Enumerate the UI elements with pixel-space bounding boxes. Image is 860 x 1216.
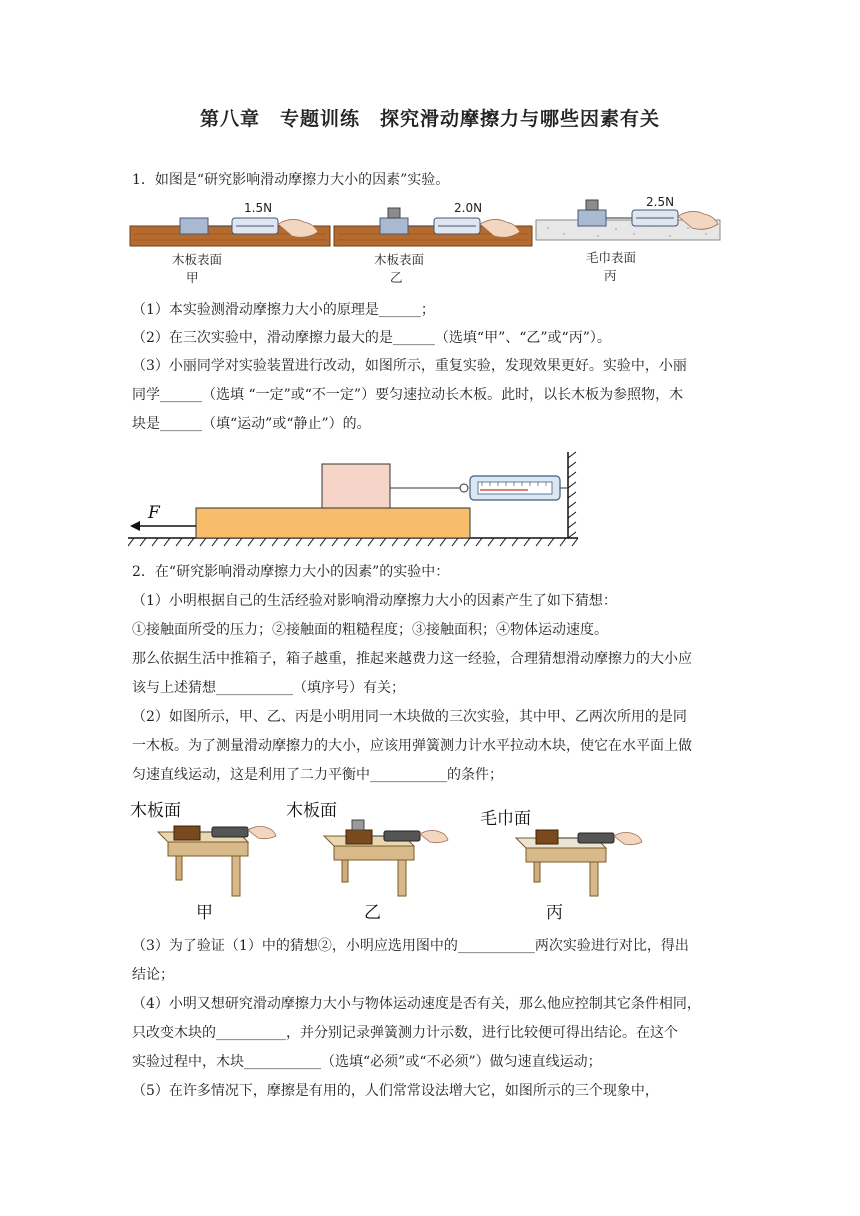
q2-label-jia: 甲 — [196, 903, 213, 923]
q2-part1-line3: 那么依据生活中推箱子，箱子越重，推起来越费力这一经验，合理猜想滑动摩擦力的大小应 — [132, 651, 692, 667]
q2-surface-yi: 木板面 — [286, 801, 337, 821]
q2-part1-line1: （1）小明根据自己的生活经验对影响滑动摩擦力大小的因素产生了如下猜想： — [132, 593, 617, 609]
q1-label-yi: 乙 — [390, 270, 403, 285]
page-title: 第八章 专题训练 探究滑动摩擦力与哪些因素有关 — [199, 108, 660, 130]
q1-part3-line2: 同学______（选填 “一定”或“不一定”）要匀速拉动长木板。此时，以长木板为参照物，木 — [132, 387, 684, 403]
q1-label-jia: 甲 — [186, 270, 199, 285]
q1-stem: 1．如图是“研究影响滑动摩擦力大小的因素”实验。 — [132, 172, 450, 188]
q2-part2-line3: 匀速直线运动，这是利用了二力平衡中___________的条件； — [132, 767, 503, 783]
q1-modified-apparatus — [128, 450, 588, 550]
q1-label-bing: 丙 — [604, 268, 617, 283]
q2-part4-line3: 实验过程中，木块___________（选填“必须”或“不必须”）做匀速直线运动； — [132, 1054, 602, 1070]
q2-part2-line1: （2）如图所示，甲、乙、丙是小明用同一木块做的三次实验，其中甲、乙两次所用的是同 — [132, 709, 687, 725]
q2-surface-jia: 木板面 — [130, 801, 181, 821]
q2-label-yi: 乙 — [364, 903, 381, 923]
q1-surface-jia: 木板表面 — [172, 252, 223, 267]
q2-panel-jia — [130, 801, 276, 923]
q1-surface-bing: 毛巾表面 — [586, 250, 637, 265]
q2-part5-line1: （5）在许多情况下，摩擦是有用的，人们常常设法增大它，如图所示的三个现象中， — [132, 1083, 659, 1099]
q2-part2-line2: 一木板。为了测量滑动摩擦力的大小，应该用弹簧测力计水平拉动木块，使它在水平面上做 — [132, 738, 692, 754]
q1-reading-yi: 2.0N — [454, 201, 483, 215]
q2-figure-three-tables — [128, 796, 688, 926]
q1-surface-yi: 木板表面 — [374, 252, 425, 267]
q2-part1-line2: ①接触面所受的压力；②接触面的粗糙程度；③接触面积；④物体运动速度。 — [132, 622, 608, 638]
q2-part4-line2: 只改变木块的__________，并分别记录弹簧测力计示数，进行比较便可得出结论。在这个 — [132, 1025, 678, 1041]
q2-part4-line1: （4）小明又想研究滑动摩擦力大小与物体运动速度是否有关，那么他应控制其它条件相同， — [132, 996, 701, 1012]
force-label-f: F — [148, 503, 160, 523]
q2-stem: 2．在“研究影响滑动摩擦力大小的因素”的实验中： — [132, 564, 450, 580]
q2-panel-bing — [480, 809, 642, 923]
q2-surface-bing: 毛巾面 — [480, 809, 531, 829]
q1-reading-jia: 1.5N — [244, 201, 273, 215]
q2-part3-line1: （3）为了验证（1）中的猜想②，小明应选用图中的___________两次实验进行对比，得出 — [132, 938, 689, 954]
q1-figure-three-setups — [128, 196, 728, 288]
q1-part3-line1: （3）小丽同学对实验装置进行改动，如图所示，重复实验，发现效果更好。实验中，小丽 — [132, 358, 687, 374]
q1-part2: （2）在三次实验中，滑动摩擦力最大的是______（选填“甲”、“乙”或“丙”）。 — [132, 330, 611, 346]
q2-label-bing: 丙 — [546, 903, 563, 923]
q1-panel-jia — [130, 201, 330, 285]
q2-part1-line4: 该与上述猜想___________（填序号）有关； — [132, 680, 405, 696]
q1-part1: （1）本实验测滑动摩擦力大小的原理是______； — [132, 302, 435, 318]
q1-panel-bing — [536, 196, 720, 283]
q1-part3-line3: 块是______（填“运动”或“静止”）的。 — [132, 416, 371, 432]
q1-panel-yi — [334, 201, 532, 285]
q2-part3-line2: 结论； — [132, 967, 174, 983]
q1-reading-bing: 2.5N — [646, 196, 675, 209]
q2-panel-yi — [286, 801, 448, 923]
